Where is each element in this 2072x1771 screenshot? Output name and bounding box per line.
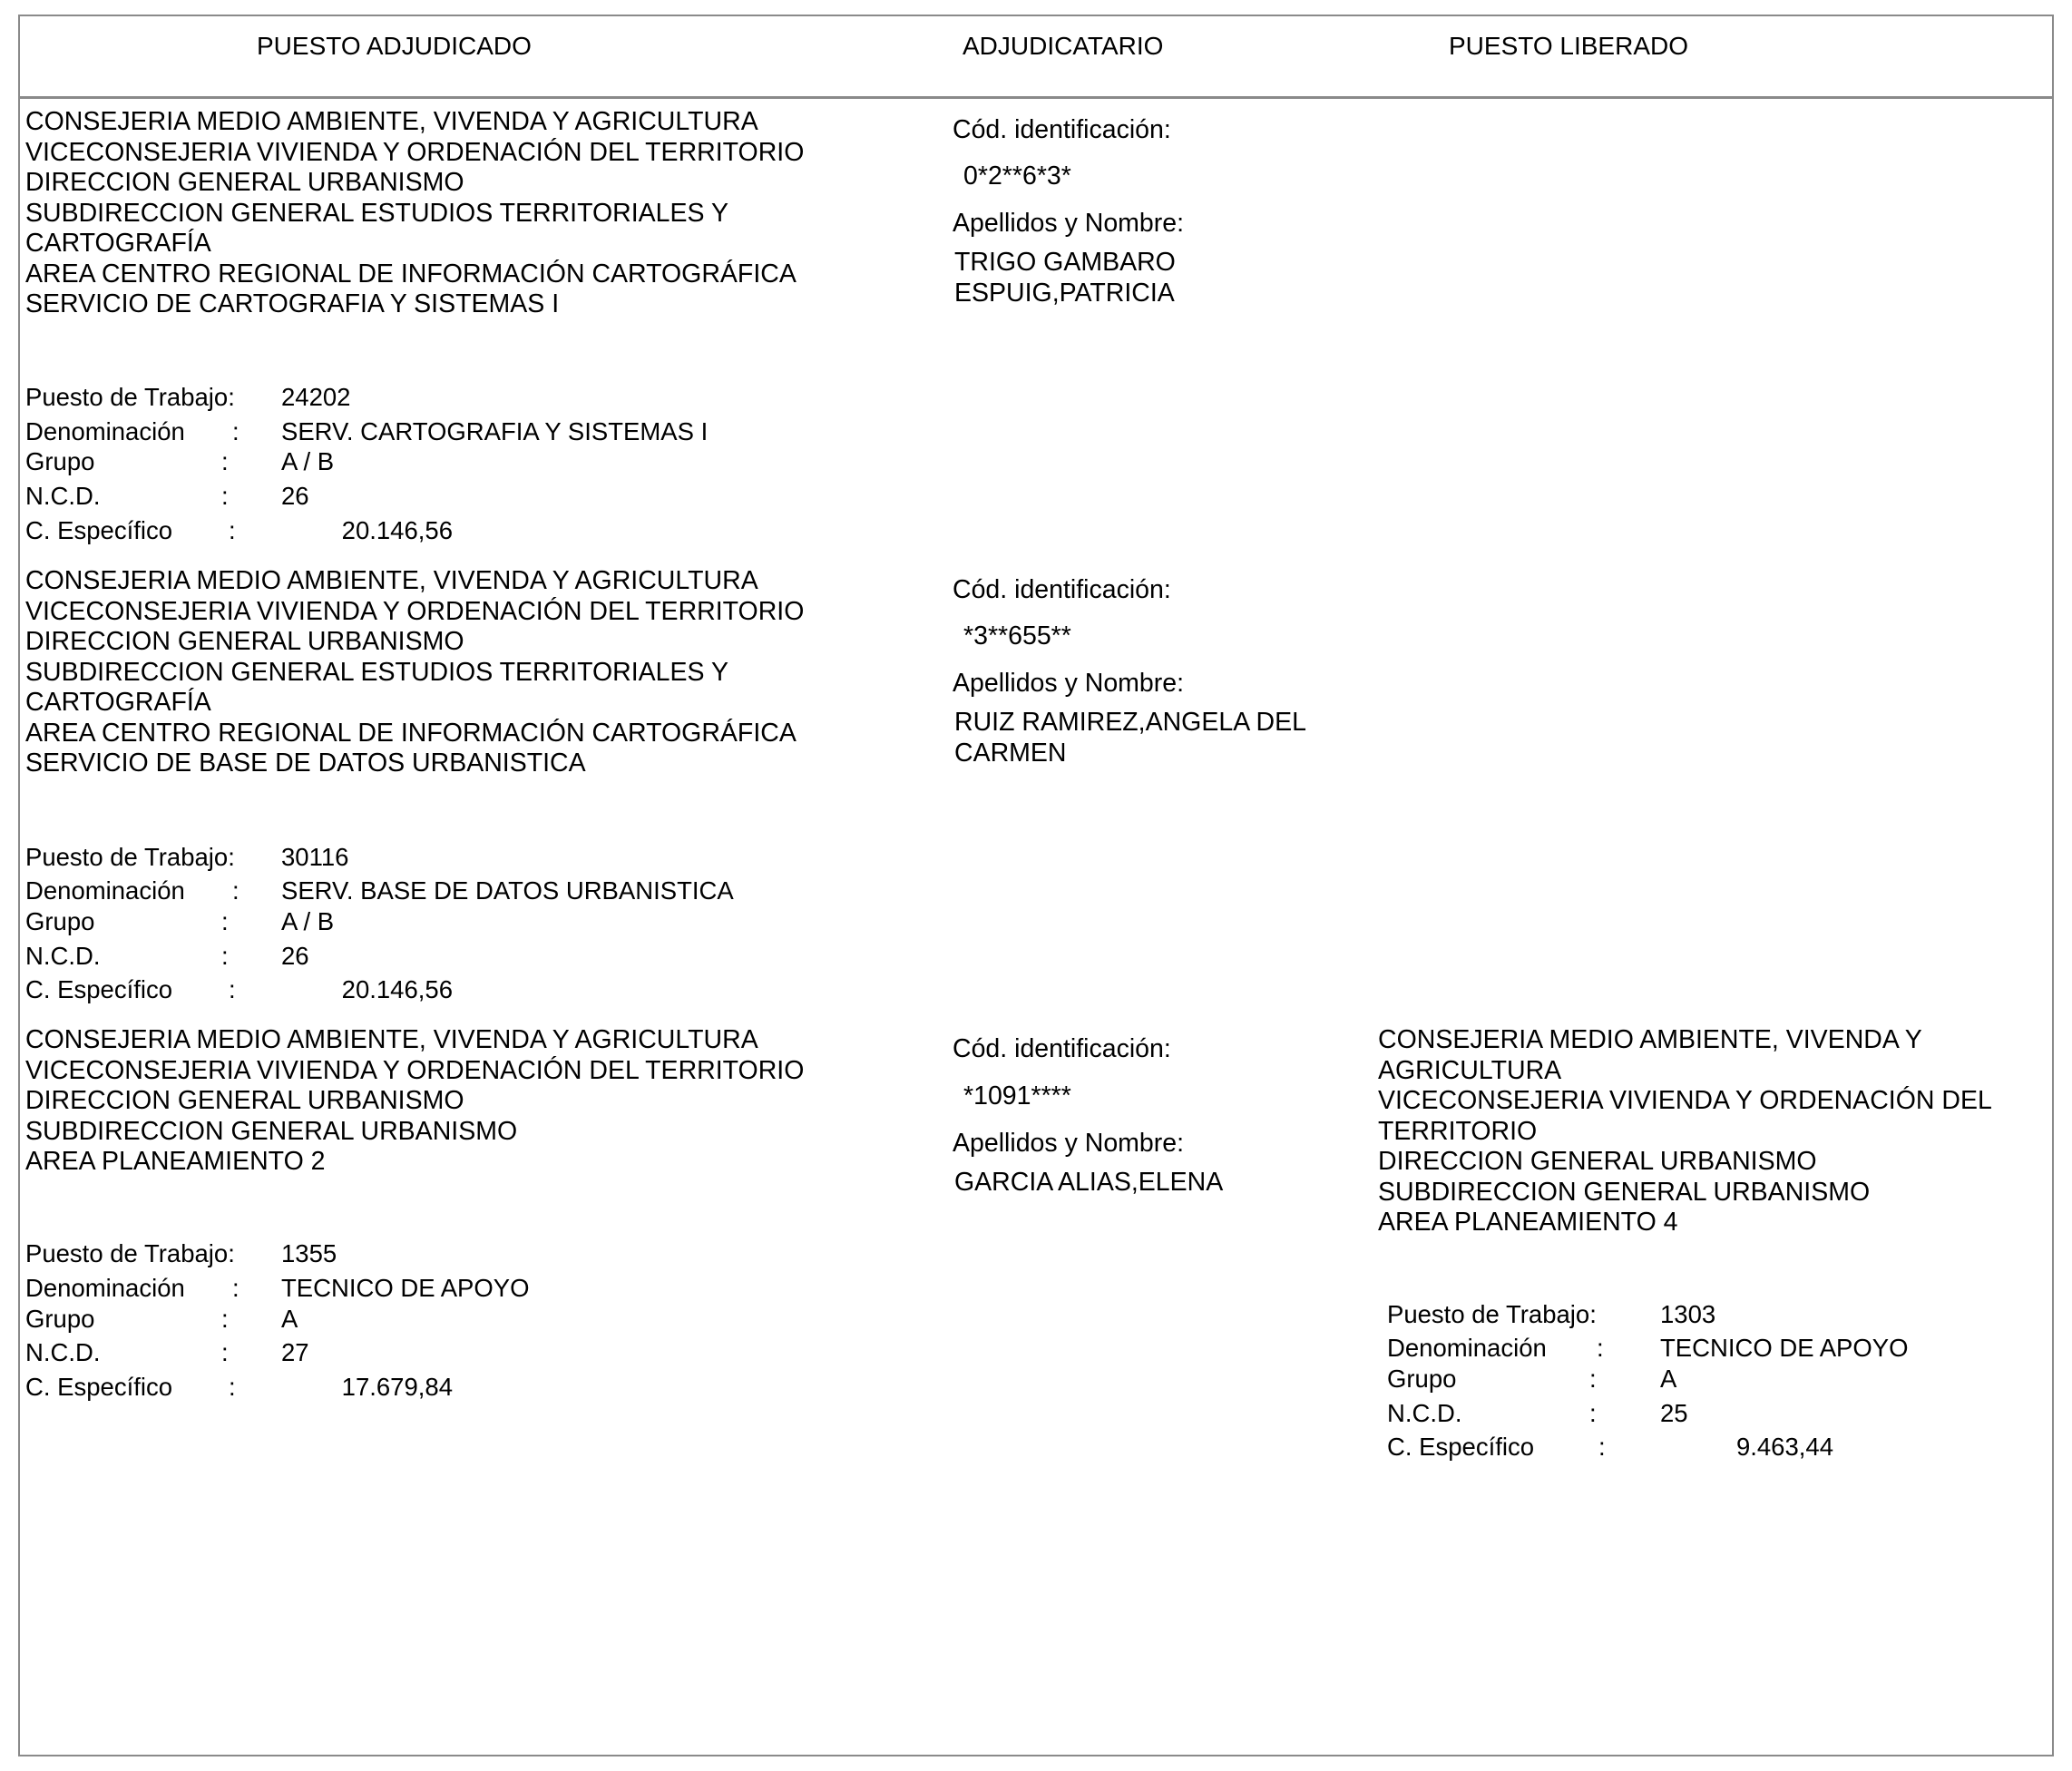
cespecifico-label: C. Específico <box>25 516 173 544</box>
puesto-value: 1303 <box>1660 1300 1716 1328</box>
cespecifico-label: C. Específico <box>25 1373 173 1401</box>
org-line: DIRECCION GENERAL URBANISMO <box>1378 1147 1817 1176</box>
nombre-lines <box>954 1168 1223 1199</box>
org-line: DIRECCION GENERAL URBANISMO <box>25 627 464 656</box>
org-line: VICECONSEJERIA VIVIENDA Y ORDENACIÓN DEL TERRITORIO <box>25 137 805 167</box>
record-2-org-lines <box>25 566 804 779</box>
cespecifico-label: C. Específico <box>1387 1433 1535 1461</box>
colon: : <box>1589 1399 1597 1427</box>
liberado-org-lines <box>1378 1025 1992 1238</box>
denominacion-label: Denominación <box>25 1274 185 1302</box>
apellidos-label: Apellidos y Nombre: <box>953 669 1185 698</box>
nombre-line: CARMEN <box>954 738 1067 768</box>
ncd-value: 27 <box>281 1338 309 1366</box>
colon: : <box>1589 1365 1597 1393</box>
cod-label: Cód. identificación: <box>953 1034 1171 1063</box>
colon: : <box>229 516 236 544</box>
record-3-org-lines <box>25 1025 804 1178</box>
cod-value: *3**655** <box>963 621 1071 651</box>
cespecifico-value: 17.679,84 <box>341 1373 453 1401</box>
denominacion-value: TECNICO DE APOYO <box>1660 1334 1909 1362</box>
org-line: CARTOGRAFÍA <box>25 688 211 717</box>
colon: : <box>232 876 239 905</box>
org-line: SUBDIRECCION GENERAL URBANISMO <box>25 1116 518 1146</box>
nombre-line: TRIGO GAMBARO <box>954 248 1176 277</box>
grupo-label: Grupo <box>1387 1365 1457 1393</box>
nombre-line: RUIZ RAMIREZ,ANGELA DEL <box>954 708 1306 737</box>
colon: : <box>232 1274 239 1302</box>
colon: : <box>232 417 239 445</box>
puesto-label: Puesto de Trabajo: <box>25 843 235 871</box>
cod-value: *1091**** <box>963 1081 1071 1111</box>
org-line: CONSEJERIA MEDIO AMBIENTE, VIVENDA Y <box>1378 1025 1922 1054</box>
puesto-label: Puesto de Trabajo: <box>25 1239 235 1267</box>
org-line: AREA PLANEAMIENTO 2 <box>25 1147 326 1176</box>
nombre-line: GARCIA ALIAS,ELENA <box>954 1168 1224 1197</box>
cod-label: Cód. identificación: <box>953 575 1171 604</box>
org-line: CONSEJERIA MEDIO AMBIENTE, VIVENDA Y AGRICULTURA <box>25 1025 758 1054</box>
org-line: VICECONSEJERIA VIVIENDA Y ORDENACIÓN DEL TERRITORIO <box>25 1055 805 1085</box>
ncd-label: N.C.D. <box>25 482 101 510</box>
record-1-org-lines <box>25 107 804 320</box>
grupo-label: Grupo <box>25 907 95 935</box>
ncd-value: 25 <box>1660 1399 1688 1427</box>
org-line: TERRITORIO <box>1378 1116 1538 1146</box>
cespecifico-value: 9.463,44 <box>1735 1433 1833 1461</box>
org-line: CONSEJERIA MEDIO AMBIENTE, VIVENDA Y AGRICULTURA <box>25 107 758 136</box>
org-line: VICECONSEJERIA VIVIENDA Y ORDENACIÓN DEL <box>1378 1086 1992 1115</box>
org-line: SUBDIRECCION GENERAL URBANISMO <box>1378 1177 1871 1207</box>
denominacion-label: Denominación <box>25 417 185 445</box>
grupo-label: Grupo <box>25 1305 95 1333</box>
org-line: SUBDIRECCION GENERAL ESTUDIOS TERRITORIALES Y <box>25 198 728 228</box>
org-line: SUBDIRECCION GENERAL ESTUDIOS TERRITORIALES Y <box>25 657 728 687</box>
colon: : <box>229 1373 236 1401</box>
cespecifico-value: 20.146,56 <box>341 975 453 1003</box>
grupo-value: A / B <box>281 907 335 935</box>
colon: : <box>221 482 229 510</box>
colon: : <box>221 1338 229 1366</box>
org-line: DIRECCION GENERAL URBANISMO <box>25 1086 464 1115</box>
org-line: AREA CENTRO REGIONAL DE INFORMACIÓN CARTOGRÁFICA <box>25 718 797 748</box>
apellidos-label: Apellidos y Nombre: <box>953 1129 1185 1158</box>
nombre-lines <box>954 708 1306 768</box>
header-adjudicatario: ADJUDICATARIO <box>963 32 1164 60</box>
org-line: DIRECCION GENERAL URBANISMO <box>25 168 464 197</box>
nombre-line: ESPUIG,PATRICIA <box>954 278 1175 308</box>
ncd-value: 26 <box>281 942 309 970</box>
denominacion-value: SERV. BASE DE DATOS URBANISTICA <box>281 876 734 905</box>
header-divider <box>18 96 2054 99</box>
denominacion-value: TECNICO DE APOYO <box>281 1274 530 1302</box>
puesto-label: Puesto de Trabajo: <box>1387 1300 1597 1328</box>
cod-value: 0*2**6*3* <box>963 161 1071 191</box>
denominacion-value: SERV. CARTOGRAFIA Y SISTEMAS I <box>281 417 709 445</box>
cespecifico-value: 20.146,56 <box>341 516 453 544</box>
puesto-value: 30116 <box>281 843 349 871</box>
header-puesto-liberado: PUESTO LIBERADO <box>1449 32 1689 60</box>
colon: : <box>221 1305 229 1333</box>
colon: : <box>221 907 229 935</box>
org-line: SERVICIO DE BASE DE DATOS URBANISTICA <box>25 749 586 778</box>
denominacion-label: Denominación <box>25 876 185 905</box>
grupo-label: Grupo <box>25 447 95 475</box>
org-line: AREA CENTRO REGIONAL DE INFORMACIÓN CARTOGRÁFICA <box>25 259 797 289</box>
colon: : <box>1598 1433 1606 1461</box>
puesto-value: 24202 <box>281 383 351 411</box>
colon: : <box>221 447 229 475</box>
apellidos-label: Apellidos y Nombre: <box>953 209 1185 238</box>
grupo-value: A / B <box>281 447 335 475</box>
ncd-value: 26 <box>281 482 309 510</box>
puesto-label: Puesto de Trabajo: <box>25 383 235 411</box>
ncd-label: N.C.D. <box>25 942 101 970</box>
org-line: SERVICIO DE CARTOGRAFIA Y SISTEMAS I <box>25 289 560 318</box>
org-line: CARTOGRAFÍA <box>25 229 211 258</box>
org-line: CONSEJERIA MEDIO AMBIENTE, VIVENDA Y AGRICULTURA <box>25 566 758 595</box>
ncd-label: N.C.D. <box>1387 1399 1462 1427</box>
cod-label: Cód. identificación: <box>953 115 1171 144</box>
nombre-lines <box>954 248 1176 308</box>
ncd-label: N.C.D. <box>25 1338 101 1366</box>
org-line: VICECONSEJERIA VIVIENDA Y ORDENACIÓN DEL TERRITORIO <box>25 596 805 626</box>
puesto-value: 1355 <box>281 1239 337 1267</box>
colon: : <box>1597 1334 1604 1362</box>
colon: : <box>221 942 229 970</box>
header-puesto-adjudicado: PUESTO ADJUDICADO <box>257 32 532 60</box>
cespecifico-label: C. Específico <box>25 975 173 1003</box>
colon: : <box>229 975 236 1003</box>
org-line: AGRICULTURA <box>1378 1055 1562 1085</box>
grupo-value: A <box>1660 1365 1677 1393</box>
denominacion-label: Denominación <box>1387 1334 1547 1362</box>
grupo-value: A <box>281 1305 298 1333</box>
org-line: AREA PLANEAMIENTO 4 <box>1378 1208 1678 1237</box>
